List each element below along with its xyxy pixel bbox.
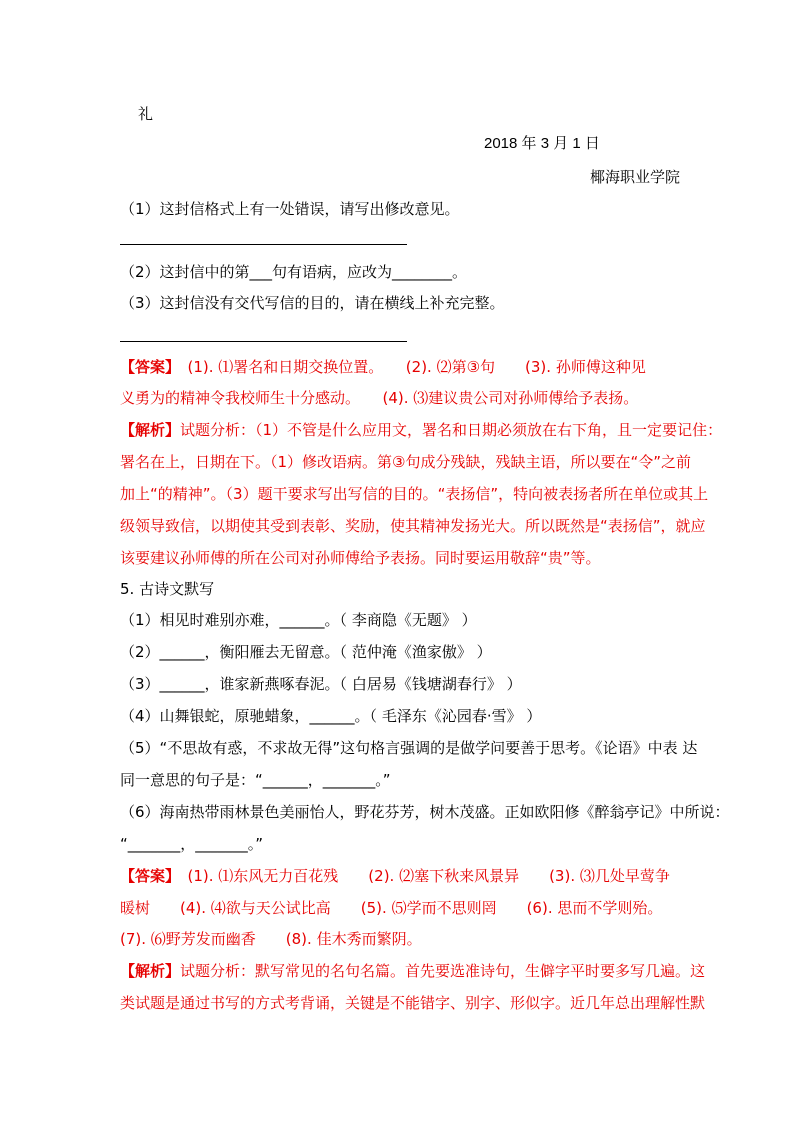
letter-date: 2018 年 3 月 1 日 <box>484 135 600 152</box>
q5-subquestion-3: （3）______，谁家新燕啄春泥。（ 白居易《钱塘湖春行》 ） <box>120 675 522 693</box>
q5-subquestion-2: （2）______，衡阳雁去无留意。（ 范仲淹《渔家傲》 ） <box>120 643 492 661</box>
q4-answer-line-1 <box>120 357 678 377</box>
q5-subquestion-4: （4）山舞银蛇，原驰蜡象，______。（ 毛泽东《沁园春·雪》 ） <box>120 707 542 725</box>
q4-analysis-tag: 【解析】 <box>120 421 181 439</box>
q5-subquestion-6-line-2: “_______，_______。” <box>120 835 264 853</box>
q4-subquestion-3: （3）这封信没有交代写信的目的，请在横线上补充完整。 <box>120 294 505 312</box>
q5-answer-text-1: (1). ⑴东风无力百花残 (2). ⑵塞下秋来风景异 (3). ⑶几处早莺争 <box>172 867 670 885</box>
q4-analysis-line-4: 级领导致信，以期使其受到表彰、奖励，使其精神发扬光大。所以既然是“表扬信”，就应 <box>120 517 706 535</box>
q5-analysis-tag: 【解析】 <box>120 962 181 980</box>
q4-answer-blank-1 <box>120 244 407 245</box>
letter-closing-li: 礼 <box>138 105 154 123</box>
q5-answer-tag: 【答案】 <box>120 867 173 885</box>
q5-answer-line-1 <box>120 866 678 886</box>
q5-answer-line-2: 暖树 (4). ⑷欲与天公试比高 (5). ⑸学而不思则罔 (6). 思而不学则殆。 <box>120 899 663 917</box>
q4-analysis-line-1 <box>120 420 723 440</box>
q4-analysis-line-5: 该要建议孙师傅的所在公司对孙师傅给予表扬。同时要运用敬辞“贵”等。 <box>120 549 601 567</box>
q5-subquestion-5-line-2: 同一意思的句子是：“______，_______。” <box>120 771 391 789</box>
q4-subquestion-2: （2）这封信中的第___句有语病，应改为________。 <box>120 263 468 281</box>
q4-answer-text-1: (1). ⑴署名和日期交换位置。 (2). ⑵第③句 (3). 孙师傅这种见 <box>172 358 646 376</box>
q5-answer-line-3: (7). ⑹野芳发而幽香 (8). 佳木秀而繁阴。 <box>120 930 422 948</box>
q5-analysis-line-2: 类试题是通过书写的方式考背诵，关键是不能错字、别字、形似字。近几年总出理解性默 <box>120 994 706 1012</box>
q5-title: 5. 古诗文默写 <box>120 580 215 598</box>
q5-analysis-text-1: 试题分析：默写常见的名句名篇。首先要选准诗句，生僻字平时要多写几遍。这 <box>180 962 706 980</box>
q4-analysis-line-3: 加上“的精神”。（3）题干要求写出写信的目的。“表扬信”，特向被表扬者所在单位或其上 <box>120 485 709 503</box>
q5-analysis-line-1 <box>120 961 706 981</box>
q4-analysis-line-2: 署名在上，日期在下。（1）修改语病。第③句成分残缺，残缺主语，所以要在“令”之前 <box>120 453 692 471</box>
q4-answer-blank-3 <box>120 341 407 342</box>
q4-subquestion-1: （1）这封信格式上有一处错误，请写出修改意见。 <box>120 200 460 218</box>
q5-subquestion-5-line-1: （5）“不思故有惑，不求故无得”这句格言强调的是做学问要善于思考。《论语》中表 达 <box>120 739 698 757</box>
letter-signature: 椰海职业学院 <box>590 168 681 186</box>
q4-answer-tag: 【答案】 <box>120 358 173 376</box>
q4-analysis-text-1: 试题分析：（1）不管是什么应用文，署名和日期必须放在右下角，且一定要记住： <box>180 421 723 439</box>
q4-answer-line-2: 义勇为的精神令我校师生十分感动。 (4). ⑶建议贵公司对孙师傅给予表扬。 <box>120 389 639 407</box>
q5-subquestion-1: （1）相见时难别亦难，______。（ 李商隐《无题》 ） <box>120 611 477 629</box>
q5-subquestion-6-line-1: （6）海南热带雨林景色美丽怡人，野花芬芳，树木茂盛。正如欧阳修《醉翁亭记》中所说： <box>120 803 730 821</box>
